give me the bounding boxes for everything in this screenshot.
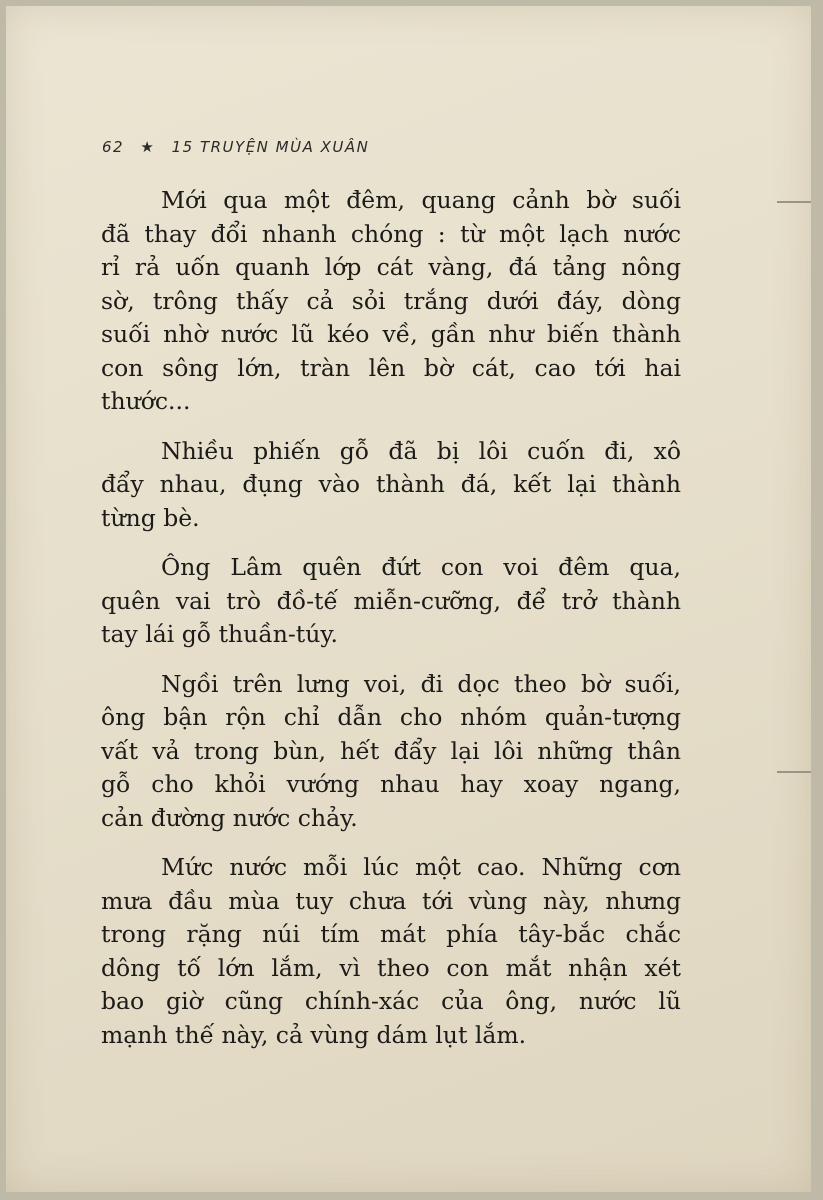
text-line: đẩy nhau, đụng vào thành đá, kết lại thành	[101, 470, 681, 498]
text-line: Mới qua một đêm, quang cảnh bờ suối	[161, 186, 681, 214]
page-tear-mark	[777, 201, 811, 211]
text-line: trong rặng núi tím mát phía tây-bắc chắc	[101, 920, 681, 948]
book-page	[6, 6, 811, 1192]
paragraph	[101, 668, 681, 836]
body-text	[101, 184, 681, 1068]
text-line: mưa đầu mùa tuy chưa tới vùng này, nhưng	[101, 886, 681, 915]
paragraph	[101, 184, 681, 419]
text-line: thước...	[101, 387, 191, 415]
text-line: Ông Lâm quên đứt con voi đêm qua,	[161, 553, 681, 581]
text-line: con sông lớn, tràn lên bờ cát, cao tới hai	[101, 353, 681, 382]
text-line: ông bận rộn chỉ dẫn cho nhóm quản-tượng	[101, 703, 681, 731]
star-icon: ★	[140, 138, 156, 156]
text-line: dông tố lớn lắm, vì theo con mắt nhận xét	[101, 953, 681, 982]
text-line: Nhiều phiến gỗ đã bị lôi cuốn đi, xô	[161, 436, 681, 465]
paragraph	[101, 851, 681, 1052]
page-tear-mark	[777, 771, 811, 781]
text-line: cản đường nước chảy.	[101, 803, 358, 832]
text-line: suối nhờ nước lũ kéo về, gần như biến thành	[101, 320, 681, 348]
paragraph	[101, 435, 681, 536]
text-line: từng bè.	[101, 503, 200, 532]
text-line: mạnh thế này, cả vùng dám lụt lắm.	[101, 1020, 527, 1049]
running-header	[102, 138, 379, 156]
text-line: sờ, trông thấy cả sỏi trắng dưới đáy, dòng	[101, 286, 681, 315]
text-line: đã thay đổi nhanh chóng : từ một lạch nước	[101, 219, 681, 248]
page-number: 62	[102, 138, 125, 156]
text-line: Ngồi trên lưng voi, đi dọc theo bờ suối,	[161, 669, 681, 698]
text-line: vất vả trong bùn, hết đẩy lại lôi những thân	[101, 736, 681, 765]
book-title: 15 TRUYỆN MÙA XUÂN	[171, 138, 370, 156]
text-line: quên vai trò đồ-tế miễn-cưỡng, để trở thành	[101, 586, 681, 615]
text-line: bao giờ cũng chính-xác của ông, nước lũ	[101, 987, 681, 1015]
text-line: rỉ rả uốn quanh lớp cát vàng, đá tảng nông	[101, 253, 681, 281]
paragraph	[101, 551, 681, 652]
text-line: tay lái gỗ thuần-túy.	[101, 620, 338, 648]
text-line: gỗ cho khỏi vướng nhau hay xoay ngang,	[101, 770, 681, 798]
text-line: Mức nước mỗi lúc một cao. Những cơn	[161, 853, 681, 881]
